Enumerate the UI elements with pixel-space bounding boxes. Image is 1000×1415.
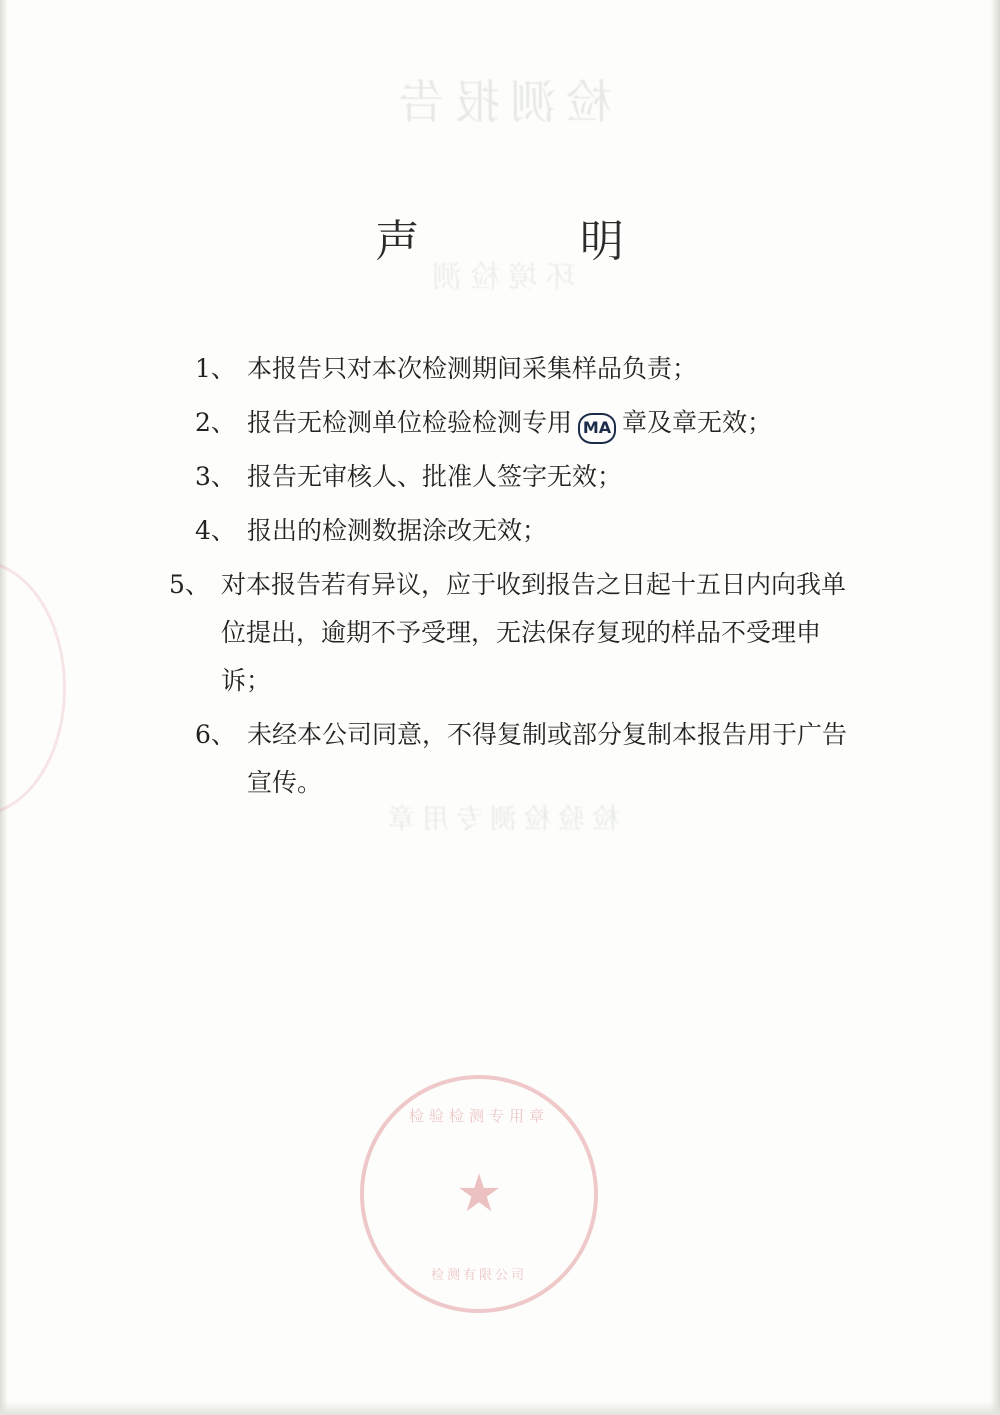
seal-bottom-text: 检测有限公司	[430, 1268, 527, 1283]
official-red-seal	[360, 1075, 598, 1313]
clause-number: 6、	[195, 720, 236, 749]
clause-number: 3、	[195, 462, 236, 491]
clause-text: 报告无审核人、批准人签字无效；	[247, 462, 623, 491]
list-item	[195, 399, 855, 447]
list-item	[195, 453, 855, 501]
clause-text-after-badge: 章及章无效；	[622, 408, 773, 437]
clause-number: 1、	[195, 354, 236, 383]
scan-edge-bottom	[0, 1401, 1000, 1415]
clause-number: 4、	[195, 516, 236, 545]
clause-text: 未经本公司同意，不得复制或部分复制本报告用于广告宣传。	[247, 720, 848, 797]
clause-number: 2、	[195, 408, 236, 437]
clause-list	[169, 345, 855, 813]
list-item	[195, 711, 855, 807]
clause-text-before-badge: 报告无检测单位检验检测专用	[247, 408, 573, 437]
page-title-char-2: 明	[579, 216, 625, 267]
clause-number: 5、	[169, 570, 210, 599]
seal-top-text: 检验检测专用章	[408, 1107, 549, 1125]
clause-text	[247, 399, 855, 447]
bleed-through-text-2: 环境检测	[424, 260, 576, 295]
clause-text: 对本报告若有异议，应于收到报告之日起十五日内向我单位提出，逾期不予受理，无法保存复现的样品不受理申诉；	[221, 570, 847, 695]
clause-text: 报出的检测数据涂改无效；	[247, 516, 548, 545]
clause-text: 本报告只对本次检测期间采集样品负责；	[247, 354, 698, 383]
list-item	[195, 507, 855, 555]
partial-seal-left-edge	[0, 560, 66, 816]
ma-certification-badge-icon: MA	[578, 413, 616, 444]
page-title	[0, 205, 1000, 269]
reverse-side-bleed-through-middle: 检验检测专用章	[381, 804, 619, 835]
bleed-through-text-1: 检测报告	[388, 75, 612, 129]
star-icon: ★	[455, 1164, 503, 1224]
list-item	[169, 561, 855, 705]
page-title-char-1: 声	[375, 216, 421, 267]
list-item	[195, 345, 855, 393]
